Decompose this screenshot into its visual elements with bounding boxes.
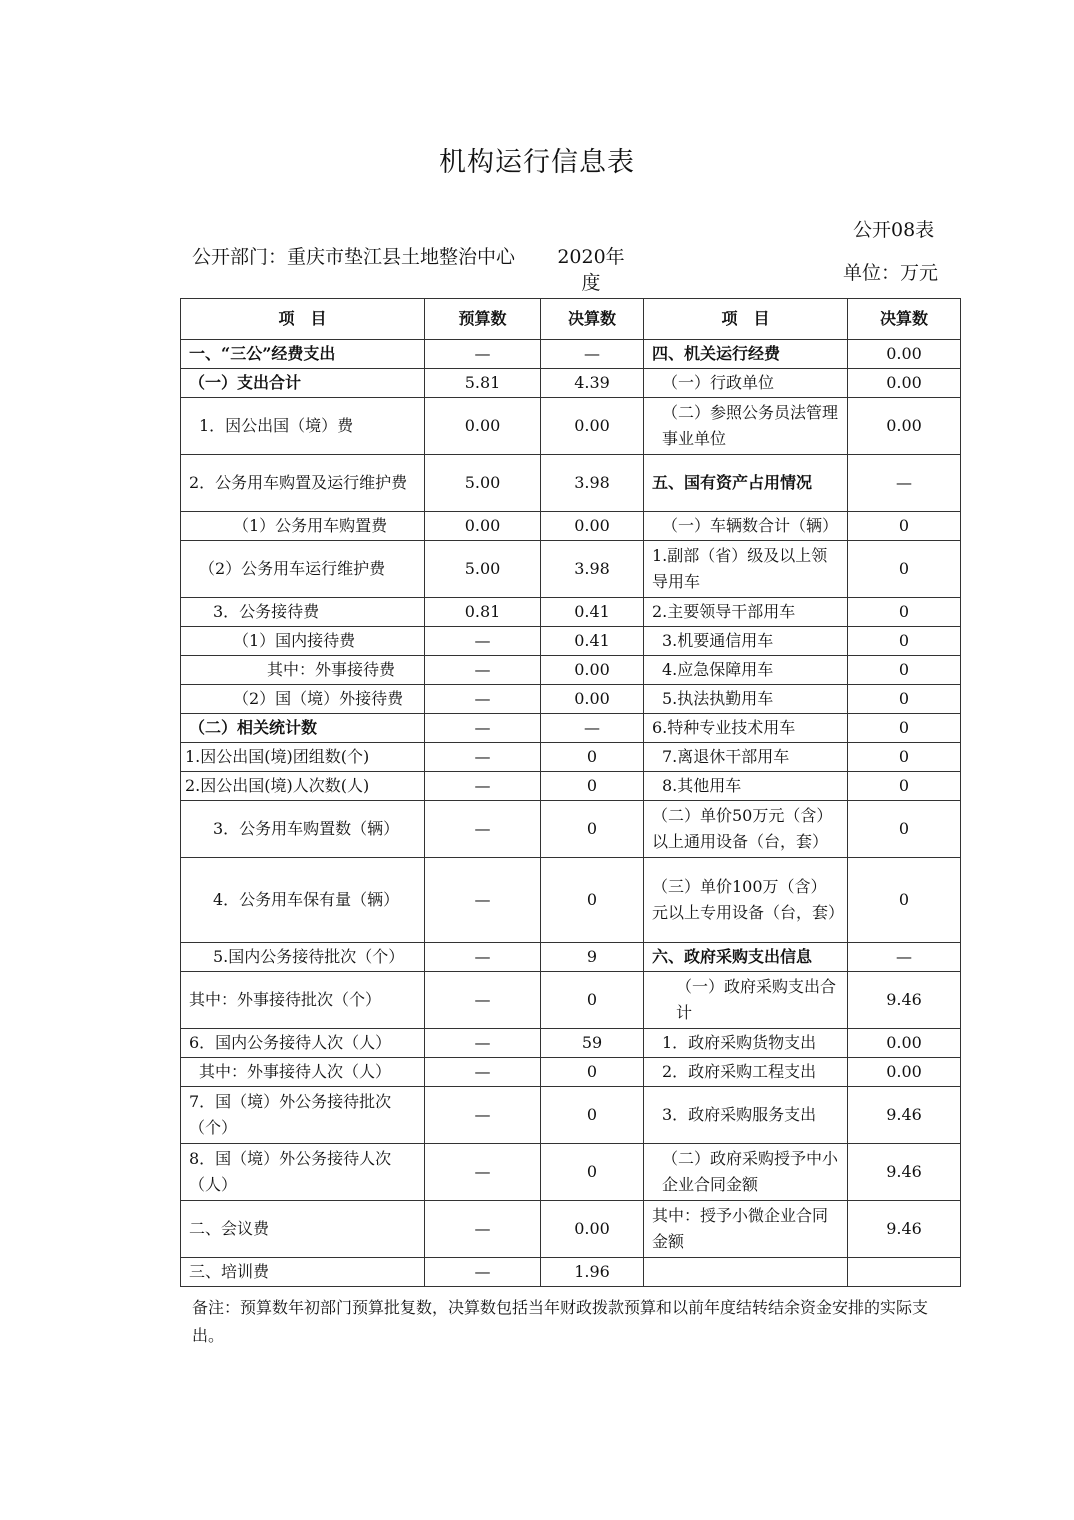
- row-item: （一）支出合计: [181, 369, 425, 398]
- row-item: （2）国（境）外接待费: [181, 685, 425, 714]
- row-final: 0.41: [541, 598, 644, 627]
- row-item: 其中：外事接待费: [181, 656, 425, 685]
- row-final: 0: [541, 801, 644, 858]
- row-budget: —: [425, 656, 541, 685]
- row-item-right: 3．政府采购服务支出: [644, 1087, 848, 1144]
- row-item: 2.因公出国(境)人次数(人): [181, 772, 425, 801]
- table-row: [181, 858, 961, 943]
- row-final: 0.00: [541, 1201, 644, 1258]
- row-final-right: 0: [848, 627, 961, 656]
- table-header-row: [181, 299, 961, 340]
- row-final-right: [848, 1258, 961, 1287]
- info-table: [180, 298, 961, 1287]
- row-item: 其中：外事接待人次（人）: [181, 1058, 425, 1087]
- row-budget: —: [425, 1087, 541, 1144]
- form-number: 公开08表: [853, 219, 935, 241]
- row-item-right: [644, 1258, 848, 1287]
- row-final-right: 0: [848, 656, 961, 685]
- row-budget: —: [425, 627, 541, 656]
- table-row: [181, 1029, 961, 1058]
- row-budget: 5.00: [425, 455, 541, 512]
- table-row: [181, 943, 961, 972]
- fiscal-year: 2020年度: [557, 246, 625, 294]
- row-item-right: 4.应急保障用车: [644, 656, 848, 685]
- row-final: 0: [541, 858, 644, 943]
- row-item-right: 其中：授予小微企业合同金额: [644, 1201, 848, 1258]
- row-final: 0: [541, 1058, 644, 1087]
- footnote: 备注：预算数年初部门预算批复数，决算数包括当年财政拨款预算和以前年度结转结余资金安排的实际支出。: [192, 1298, 929, 1345]
- table-row: [181, 972, 961, 1029]
- table-row: [181, 340, 961, 369]
- row-final-right: —: [848, 455, 961, 512]
- row-budget: —: [425, 1201, 541, 1258]
- row-budget: —: [425, 340, 541, 369]
- row-final: 0: [541, 1144, 644, 1201]
- row-item-right: 五、国有资产占用情况: [644, 455, 848, 512]
- row-item: 二、会议费: [181, 1201, 425, 1258]
- row-final: 0.41: [541, 627, 644, 656]
- table-row: [181, 627, 961, 656]
- row-final: 3.98: [541, 455, 644, 512]
- row-final-right: 0.00: [848, 1029, 961, 1058]
- row-final: 3.98: [541, 541, 644, 598]
- row-item-right: （二）政府采购授予中小企业合同金额: [644, 1144, 848, 1201]
- row-final-right: 0: [848, 801, 961, 858]
- row-final-right: 0: [848, 858, 961, 943]
- row-item: 三、培训费: [181, 1258, 425, 1287]
- row-item: 一、“三公”经费支出: [181, 340, 425, 369]
- row-item-right: 3.机要通信用车: [644, 627, 848, 656]
- row-item-right: 六、政府采购支出信息: [644, 943, 848, 972]
- row-item-right: 6.特种专业技术用车: [644, 714, 848, 743]
- row-budget: —: [425, 801, 541, 858]
- row-final-right: 0: [848, 512, 961, 541]
- row-item: 2．公务用车购置及运行维护费: [181, 455, 425, 512]
- row-item-right: （一）车辆数合计（辆）: [644, 512, 848, 541]
- row-final-right: 0: [848, 743, 961, 772]
- table-row: [181, 1258, 961, 1287]
- row-final: 0: [541, 743, 644, 772]
- row-item-right: 1.副部（省）级及以上领导用车: [644, 541, 848, 598]
- table-row: [181, 398, 961, 455]
- row-item: 5.国内公务接待批次（个）: [181, 943, 425, 972]
- row-final-right: 9.46: [848, 972, 961, 1029]
- row-budget: —: [425, 772, 541, 801]
- table-row: [181, 541, 961, 598]
- table-row: [181, 743, 961, 772]
- row-final: 9: [541, 943, 644, 972]
- row-final-right: 9.46: [848, 1144, 961, 1201]
- row-final: 4.39: [541, 369, 644, 398]
- row-final-right: 0.00: [848, 398, 961, 455]
- row-final: 0.00: [541, 512, 644, 541]
- row-item: 1．因公出国（境）费: [181, 398, 425, 455]
- row-item: 3．公务用车购置数（辆）: [181, 801, 425, 858]
- row-final: 0.00: [541, 685, 644, 714]
- row-final-right: 0.00: [848, 1058, 961, 1087]
- row-final-right: —: [848, 943, 961, 972]
- row-item-right: 8.其他用车: [644, 772, 848, 801]
- table-row: [181, 801, 961, 858]
- row-item-right: 2.主要领导干部用车: [644, 598, 848, 627]
- row-item-right: （二）单价50万元（含）以上通用设备（台，套）: [644, 801, 848, 858]
- row-budget: —: [425, 743, 541, 772]
- row-item-right: 7.离退休干部用车: [644, 743, 848, 772]
- row-item-right: （一）政府采购支出合计: [644, 972, 848, 1029]
- row-budget: —: [425, 1029, 541, 1058]
- table-row: [181, 455, 961, 512]
- table-row: [181, 772, 961, 801]
- row-item-right: 四、机关运行经费: [644, 340, 848, 369]
- row-final-right: 9.46: [848, 1201, 961, 1258]
- row-item-right: 1．政府采购货物支出: [644, 1029, 848, 1058]
- row-budget: —: [425, 685, 541, 714]
- row-item-right: 2．政府采购工程支出: [644, 1058, 848, 1087]
- row-final: 0: [541, 772, 644, 801]
- row-final-right: 0.00: [848, 340, 961, 369]
- row-item: （1）公务用车购置费: [181, 512, 425, 541]
- row-budget: 0.00: [425, 398, 541, 455]
- row-item: 8．国（境）外公务接待人次（人）: [181, 1144, 425, 1201]
- row-final-right: 0: [848, 541, 961, 598]
- row-final-right: 0: [848, 598, 961, 627]
- page-title: 机构运行信息表: [439, 147, 635, 178]
- row-final: 0.00: [541, 398, 644, 455]
- row-budget: —: [425, 858, 541, 943]
- table-row: [181, 714, 961, 743]
- table-row: [181, 1144, 961, 1201]
- row-item-right: 5.执法执勤用车: [644, 685, 848, 714]
- row-final: —: [541, 340, 644, 369]
- table-row: [181, 598, 961, 627]
- row-final: 0.00: [541, 656, 644, 685]
- table-row: [181, 1201, 961, 1258]
- row-final-right: 9.46: [848, 1087, 961, 1144]
- unit-label: 单位：万元: [843, 262, 939, 284]
- row-final: 0: [541, 1087, 644, 1144]
- row-budget: —: [425, 972, 541, 1029]
- row-item: （1）国内接待费: [181, 627, 425, 656]
- row-final-right: 0.00: [848, 369, 961, 398]
- row-final-right: 0: [848, 714, 961, 743]
- row-final: 0: [541, 972, 644, 1029]
- header-item-left: 项 目: [181, 299, 425, 340]
- row-final: 59: [541, 1029, 644, 1058]
- header-final-right: 决算数: [848, 299, 961, 340]
- row-budget: 0.00: [425, 512, 541, 541]
- department-name: 重庆市垫江县土地整治中心: [287, 246, 516, 268]
- row-budget: —: [425, 1144, 541, 1201]
- row-budget: —: [425, 714, 541, 743]
- row-final: 1.96: [541, 1258, 644, 1287]
- table-row: [181, 685, 961, 714]
- department-label: 公开部门：: [192, 246, 288, 268]
- row-item: （2）公务用车运行维护费: [181, 541, 425, 598]
- header-item-right: 项 目: [644, 299, 848, 340]
- table-row: [181, 1087, 961, 1144]
- table-row: [181, 656, 961, 685]
- header-budget: 预算数: [425, 299, 541, 340]
- table-row: [181, 369, 961, 398]
- row-budget: 5.00: [425, 541, 541, 598]
- row-item: 1.因公出国(境)团组数(个): [181, 743, 425, 772]
- row-budget: —: [425, 1058, 541, 1087]
- row-item: （二）相关统计数: [181, 714, 425, 743]
- row-item-right: （二）参照公务员法管理事业单位: [644, 398, 848, 455]
- header-final-left: 决算数: [541, 299, 644, 340]
- row-item-right: （一）行政单位: [644, 369, 848, 398]
- row-item: 6．国内公务接待人次（人）: [181, 1029, 425, 1058]
- row-final-right: 0: [848, 685, 961, 714]
- row-item: 3．公务接待费: [181, 598, 425, 627]
- row-budget: —: [425, 1258, 541, 1287]
- table-row: [181, 1058, 961, 1087]
- row-item: 7．国（境）外公务接待批次（个）: [181, 1087, 425, 1144]
- row-item: 其中：外事接待批次（个）: [181, 972, 425, 1029]
- row-budget: —: [425, 943, 541, 972]
- row-final: —: [541, 714, 644, 743]
- row-item-right: （三）单价100万（含）元以上专用设备（台，套）: [644, 858, 848, 943]
- row-budget: 5.81: [425, 369, 541, 398]
- table-row: [181, 512, 961, 541]
- row-item: 4．公务用车保有量（辆）: [181, 858, 425, 943]
- row-final-right: 0: [848, 772, 961, 801]
- row-budget: 0.81: [425, 598, 541, 627]
